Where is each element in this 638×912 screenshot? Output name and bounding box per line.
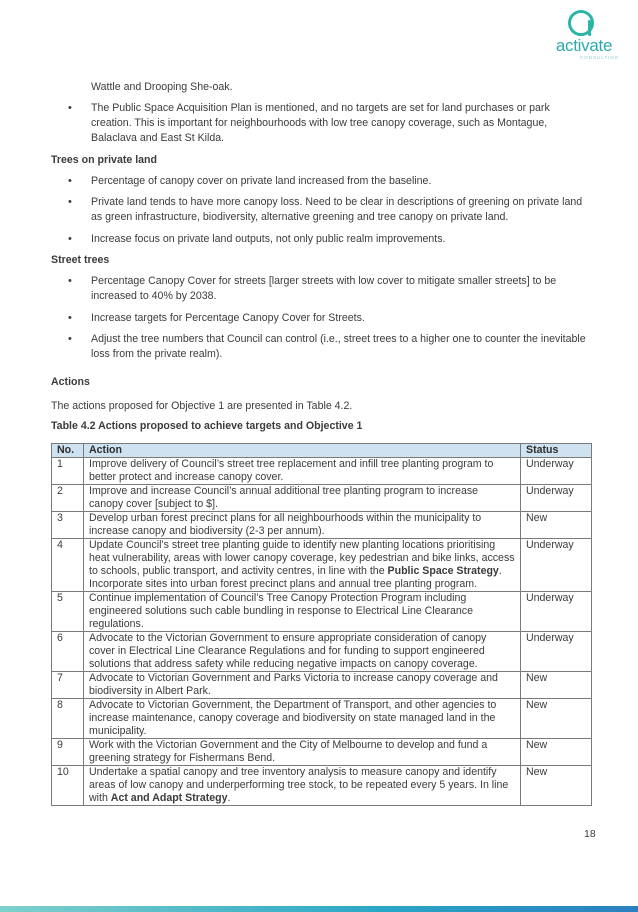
bullet-item: • The Public Space Acquisition Plan is mentioned, and no targets are set for land purchases or park creation. This is important for neighbourhoods with low tree canopy coverage, such as Montague, Balaclava and East St Kilda. — [51, 101, 591, 146]
cell-status: New — [521, 699, 592, 739]
act-and-adapt-strategy-ref: Act and Adapt Strategy — [110, 792, 228, 804]
street-trees-bullets — [51, 274, 591, 362]
table-row — [52, 739, 592, 766]
cell-action-text: . — [227, 792, 231, 804]
cell-action: Continue implementation of Council’s Tree Canopy Protection Program including engineered solutions such cable bundling in response to Electrical Line Clearance regulations. — [84, 592, 521, 632]
cell-action: Improve and increase Council’s annual additional tree planting program to increase canopy cover [subject to $]. — [84, 485, 521, 512]
cell-no: 2 — [52, 485, 84, 512]
cell-action-text: Update Council’s street tree planting guide to identify new planting locations prioritising heat vulnerability, areas with lower canopy coverage, key pedestrian and bike links, access to schools, public transport, and activity centres, in line with the — [89, 539, 515, 577]
footer-gradient-bar — [0, 906, 638, 912]
cell-status: Underway — [521, 485, 592, 512]
header-status: Status — [521, 444, 592, 458]
cell-action: Work with the Victorian Government and the City of Melbourne to develop and fund a greening strategy for Fishermans Bend. — [84, 739, 521, 766]
document-body — [51, 80, 591, 806]
table-row — [52, 672, 592, 699]
logo-stem-mark — [588, 20, 591, 36]
cell-action: Improve delivery of Council’s street tree replacement and infill tree planting program to better protect and increase canopy cover. — [84, 458, 521, 485]
continued-bullet-text: Wattle and Drooping She-oak. — [91, 81, 233, 93]
cell-no: 3 — [52, 512, 84, 539]
private-land-bullets — [51, 174, 591, 247]
actions-table — [51, 443, 592, 806]
cell-action: Advocate to Victorian Government and Parks Victoria to increase canopy coverage and biodiversity in Albert Park. — [84, 672, 521, 699]
cell-no: 5 — [52, 592, 84, 632]
cell-status: New — [521, 672, 592, 699]
cell-no: 7 — [52, 672, 84, 699]
table-row — [52, 539, 592, 592]
cell-action — [84, 766, 521, 806]
table-row — [52, 632, 592, 672]
bullet-item: • Increase focus on private land outputs, not only public realm improvements. — [51, 232, 591, 247]
table-row — [52, 485, 592, 512]
header-no: No. — [52, 444, 84, 458]
cell-status: New — [521, 512, 592, 539]
cell-status: Underway — [521, 632, 592, 672]
bullet-item: • Increase targets for Percentage Canopy Cover for Streets. — [51, 311, 591, 326]
table-caption: Table 4.2 Actions proposed to achieve targets and Objective 1 — [51, 420, 363, 432]
cell-action-text: Undertake a spatial canopy and tree inventory analysis to measure canopy and identify areas of low canopy and underperforming tree stock, to be repeated every 5 years. In line with — [89, 766, 509, 804]
table-header-row — [52, 444, 592, 458]
cell-status: Underway — [521, 458, 592, 485]
cell-action — [84, 539, 521, 592]
cell-action: Advocate to Victorian Government, the Department of Transport, and other agencies to increase maintenance, canopy coverage and biodiversity on state managed land in the municipality. — [84, 699, 521, 739]
cell-no: 6 — [52, 632, 84, 672]
bullet-item: • Percentage of canopy cover on private land increased from the baseline. — [51, 174, 591, 189]
cell-no: 10 — [52, 766, 84, 806]
table-row — [52, 458, 592, 485]
header-action: Action — [84, 444, 521, 458]
page-number: 18 — [584, 828, 596, 840]
cell-status: New — [521, 739, 592, 766]
table-row — [52, 512, 592, 539]
logo-wordmark: activate — [555, 36, 613, 55]
cell-status: New — [521, 766, 592, 806]
cell-action: Develop urban forest precinct plans for all neighbourhoods within the municipality to increase canopy and biodiversity (2-3 per annum). — [84, 512, 521, 539]
table-row — [52, 592, 592, 632]
cell-no: 8 — [52, 699, 84, 739]
cell-no: 1 — [52, 458, 84, 485]
cell-action: Advocate to the Victorian Government to ensure appropriate consideration of canopy cover in Electrical Line Clearance Regulations and for funding to support engineered solutions that address safety while reducing negative impacts on canopy coverage. — [84, 632, 521, 672]
table-row — [52, 766, 592, 806]
cell-action-text: . Incorporate sites into urban forest precinct plans and annual tree planting program. — [89, 565, 502, 590]
actions-heading: Actions — [51, 376, 90, 388]
cell-no: 4 — [52, 539, 84, 592]
cell-status: Underway — [521, 592, 592, 632]
logo-subtitle: CONSULTING — [580, 55, 620, 60]
bullet-item: • Adjust the tree numbers that Council can control (i.e., street trees to a higher one to counter the inevitable loss from the private realm). — [51, 332, 591, 362]
activate-consulting-logo — [538, 6, 628, 60]
actions-paragraph: The actions proposed for Objective 1 are presented in Table 4.2. — [51, 400, 353, 412]
private-land-heading: Trees on private land — [51, 153, 157, 166]
table-row — [52, 699, 592, 739]
bullet-item: • Private land tends to have more canopy loss. Need to be clear in descriptions of greening on private land as green infrastructure, biodiversity, alternative greening and tree canopy on private land. — [51, 195, 591, 225]
cell-no: 9 — [52, 739, 84, 766]
intro-bullet-list — [51, 101, 591, 146]
cell-status: Underway — [521, 539, 592, 592]
street-trees-heading: Street trees — [51, 254, 110, 266]
public-space-strategy-ref: Public Space Strategy — [387, 565, 499, 577]
bullet-item: • Percentage Canopy Cover for streets [larger streets with low cover to mitigate smaller streets] to be increased to 40% by 2038. — [51, 274, 591, 304]
